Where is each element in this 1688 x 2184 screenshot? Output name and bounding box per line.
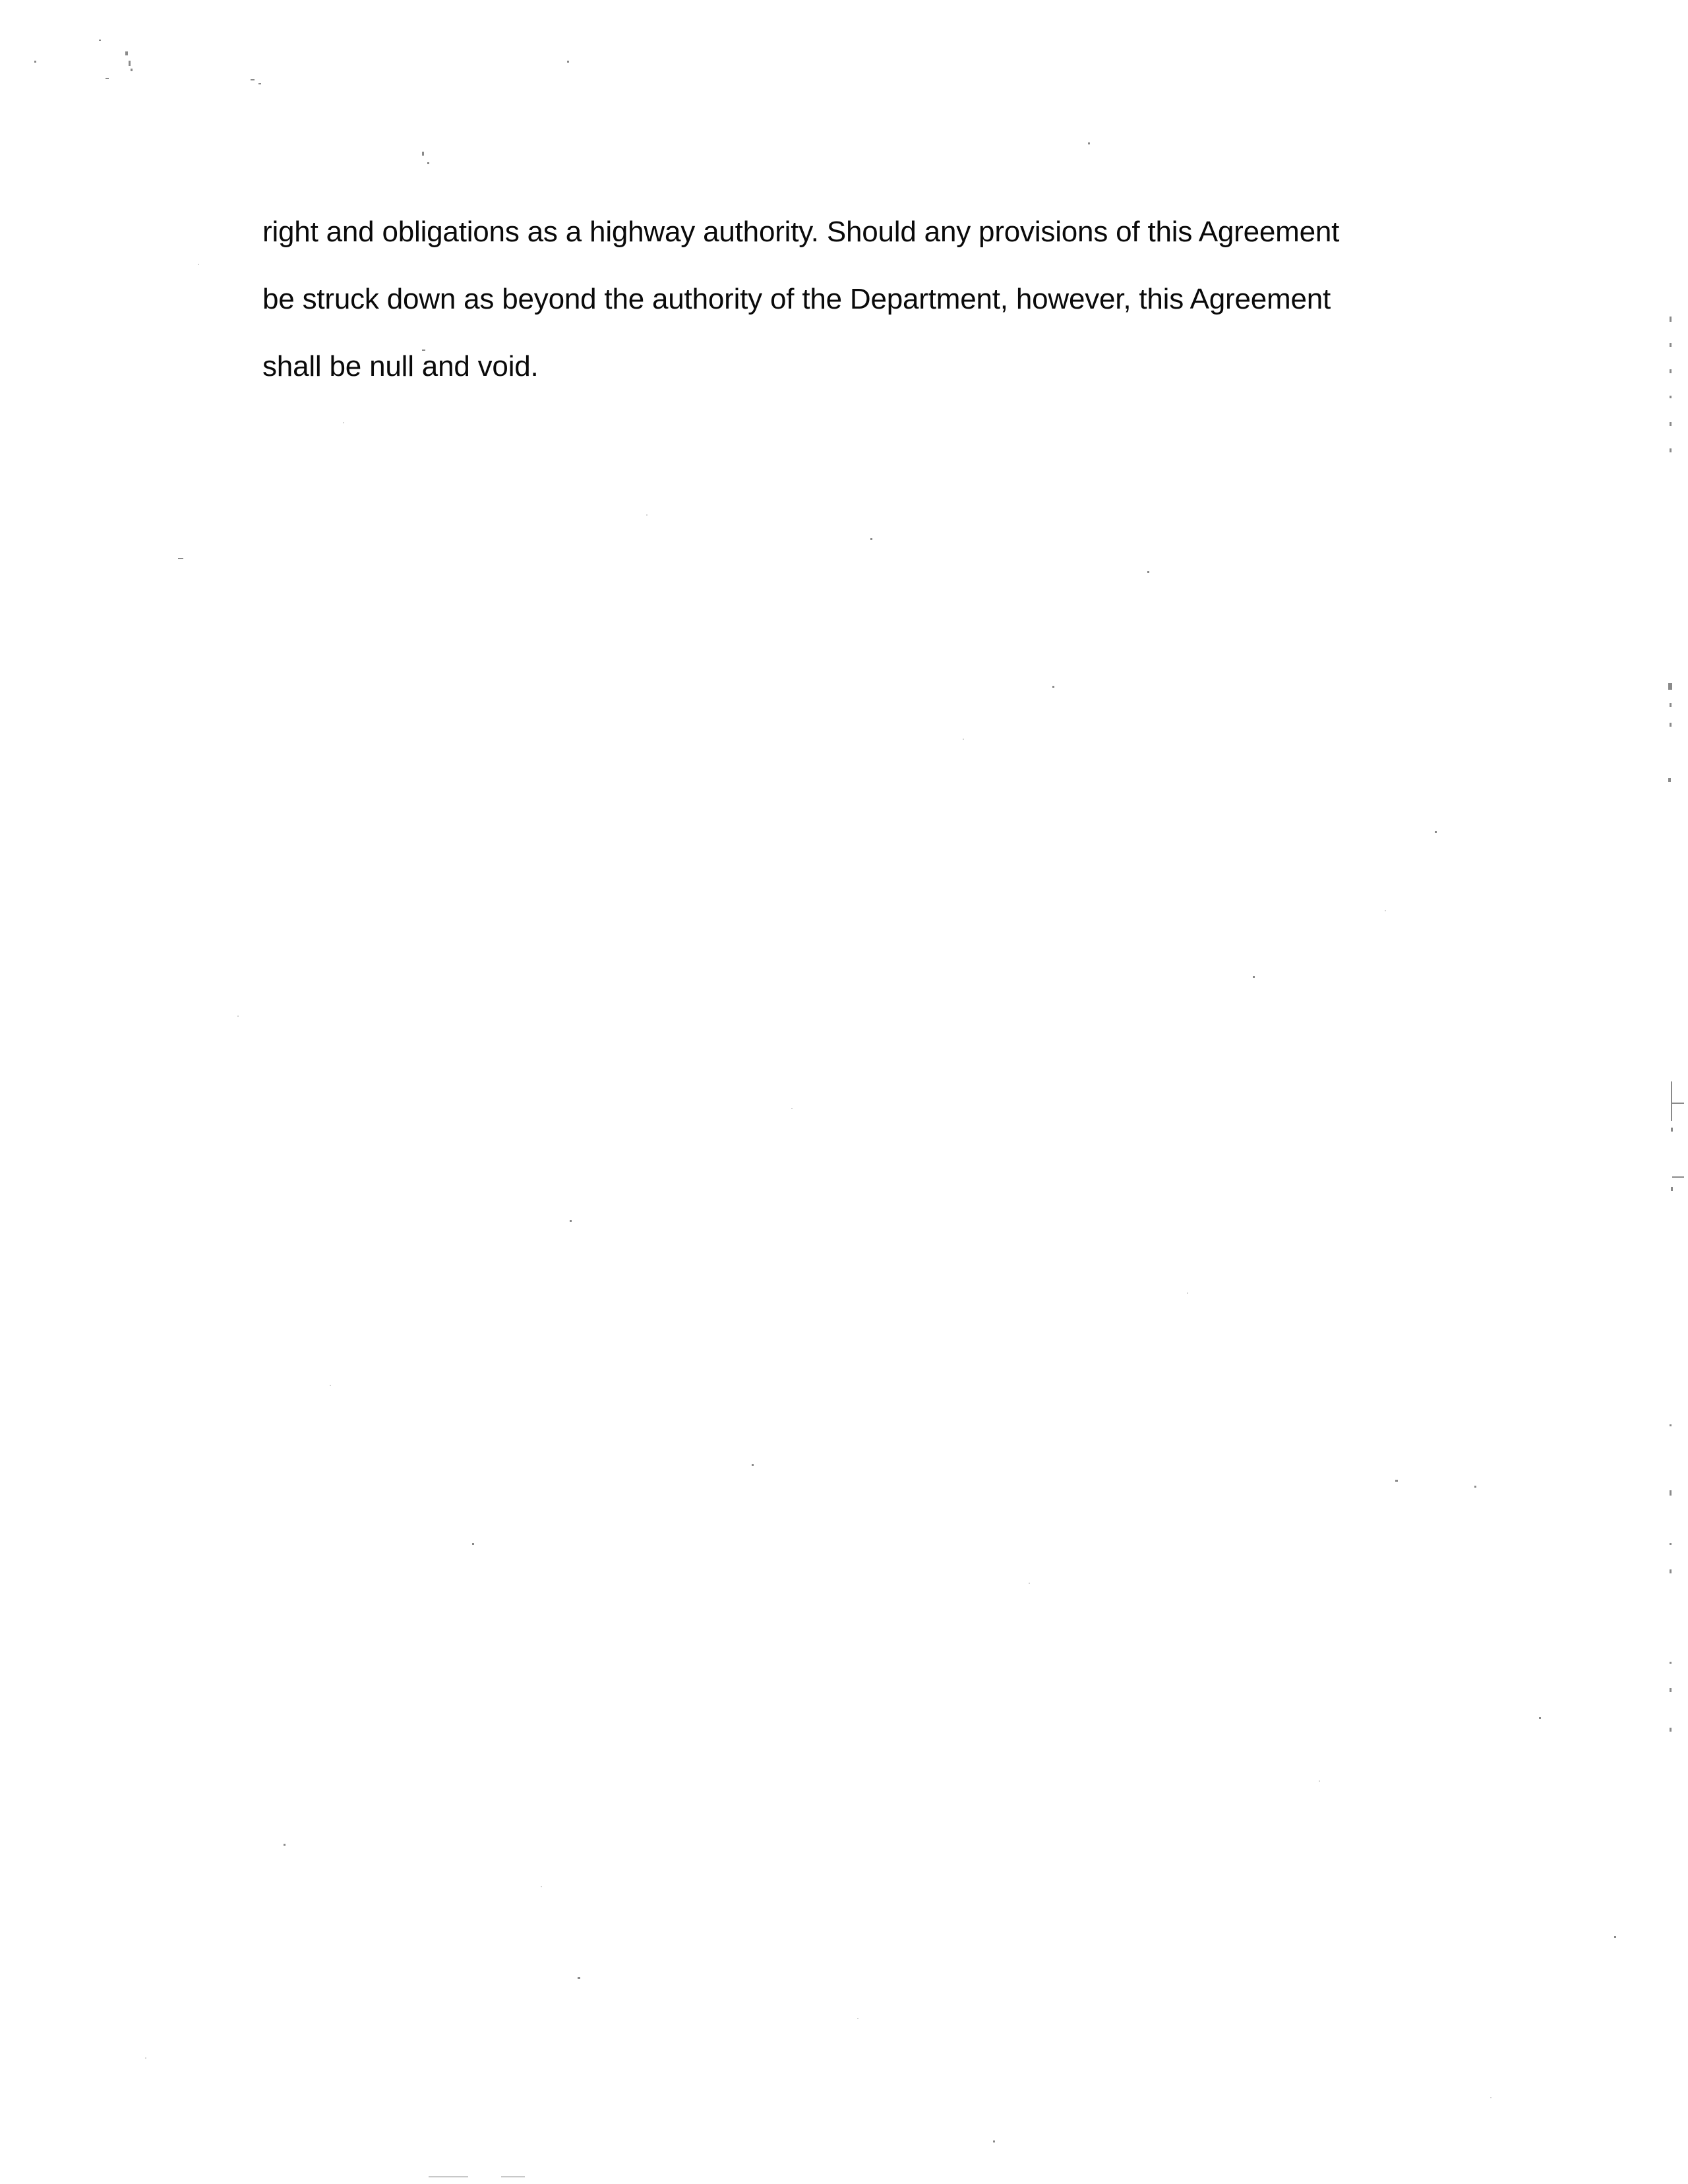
paragraph-line-3: shall be null and void. [262, 350, 539, 382]
paragraph-line-1: right and obligations as a highway authority. Should any provisions of this Agreement [262, 216, 1340, 248]
paragraph-line-2: be struck down as beyond the authority of the Department, however, this Agreement [262, 283, 1331, 315]
agreement-paragraph [262, 215, 1410, 417]
